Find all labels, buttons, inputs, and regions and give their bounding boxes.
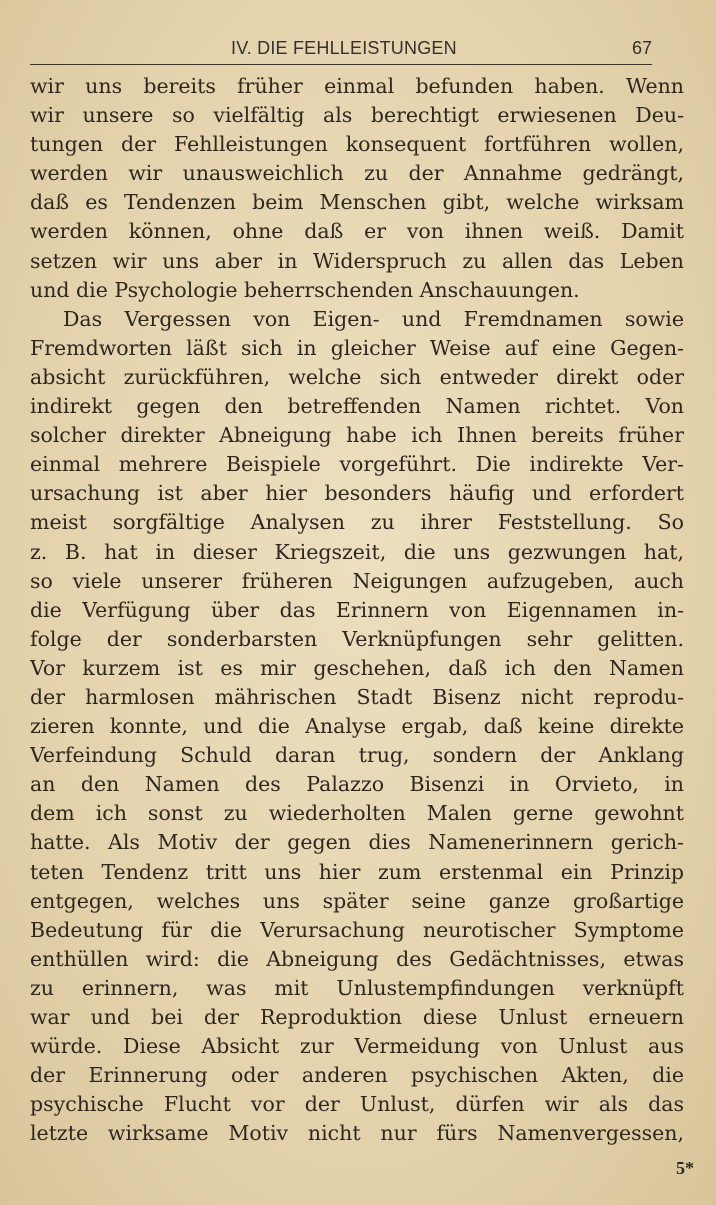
text-line: teten Tendenz tritt uns hier zum erstenmal ein Prinzip (30, 859, 684, 884)
text-line: zu erinnern, was mit Unlustempfindungen verknüpft (30, 975, 684, 1000)
text-line: der harmlosen mährischen Stadt Bisenz nicht reprodu- (30, 684, 684, 709)
header-rule (30, 64, 652, 65)
text-line: absicht zurückführen, welche sich entweder direkt oder (30, 364, 684, 389)
text-line: Bedeutung für die Verursachung neurotischer Symptome (30, 917, 684, 942)
text-line: z. B. hat in dieser Kriegszeit, die uns gezwungen hat, (30, 539, 684, 564)
text-line: meist sorgfältige Analysen zu ihrer Feststellung. So (30, 510, 684, 535)
text-line: war und bei der Reproduktion diese Unlust erneuern (30, 1005, 684, 1029)
paragraph-start-line: Das Vergessen von Eigen- und Fremdnamen sowie (63, 306, 684, 331)
text-line: dem ich sonst zu wiederholten Malen gerne gewohnt (30, 801, 684, 826)
text-line: setzen wir uns aber in Widerspruch zu allen das Leben (30, 248, 684, 273)
text-line: tungen der Fehlleistungen konsequent fortführen wollen, (30, 132, 684, 157)
chapter-title: IV. DIE FEHLLEISTUNGEN (231, 38, 457, 58)
text-line: der Erinnerung oder anderen psychischen Akten, die (30, 1063, 684, 1088)
text-line: werden können, ohne daß er von ihnen weiß. Damit (30, 219, 684, 244)
text-line: indirekt gegen den betreffenden Namen richtet. Von (30, 394, 684, 419)
text-line: Verfeindung Schuld daran trug, sondern der Anklang (30, 743, 684, 768)
running-header (30, 38, 652, 64)
text-line: letzte wirksame Motiv nicht nur fürs Namenvergessen, (30, 1121, 684, 1146)
text-line: enthüllen wird: die Abneigung des Gedächtnisses, etwas (30, 946, 684, 971)
signature-mark: 5* (676, 1158, 694, 1178)
text-line: an den Namen des Palazzo Bisenzi in Orvieto, in (30, 772, 684, 797)
page-number: 67 (631, 38, 652, 58)
text-line: würde. Diese Absicht zur Vermeidung von Unlust aus (30, 1034, 684, 1059)
text-line: die Verfügung über das Erinnern von Eigennamen in- (30, 597, 684, 622)
text-line: so viele unserer früheren Neigungen aufzugeben, auch (30, 568, 684, 593)
text-line: hatte. Als Motiv der gegen dies Namenerinnern gerich- (30, 830, 684, 855)
text-line: Fremdworten läßt sich in gleicher Weise auf eine Gegen- (30, 335, 684, 360)
body-text (30, 72, 684, 1148)
text-line: folge der sonderbarsten Verknüpfungen sehr gelitten. (30, 626, 684, 651)
text-line: und die Psychologie beherrschenden Anschauungen. (30, 277, 580, 302)
text-line: daß es Tendenzen beim Menschen gibt, welche wirksam (30, 190, 684, 215)
text-line: psychische Flucht vor der Unlust, dürfen wir als das (30, 1092, 684, 1117)
text-line: Vor kurzem ist es mir geschehen, daß ich den Namen (30, 655, 684, 680)
text-line: zieren konnte, und die Analyse ergab, daß keine direkte (30, 714, 684, 739)
text-line: einmal mehrere Beispiele vorgeführt. Die indirekte Ver- (30, 452, 684, 477)
text-line: entgegen, welches uns später seine ganze großartige (30, 888, 684, 913)
text-line: solcher direkter Abneigung habe ich Ihnen bereits früher (30, 423, 684, 448)
text-line: wir uns bereits früher einmal befunden haben. Wenn (30, 74, 684, 98)
text-line: ursachung ist aber hier besonders häufig und erfordert (30, 481, 684, 506)
text-line: wir unsere so vielfältig als berechtigt erwiesenen Deu- (30, 103, 684, 128)
text-line: werden wir unausweichlich zu der Annahme gedrängt, (30, 161, 684, 186)
